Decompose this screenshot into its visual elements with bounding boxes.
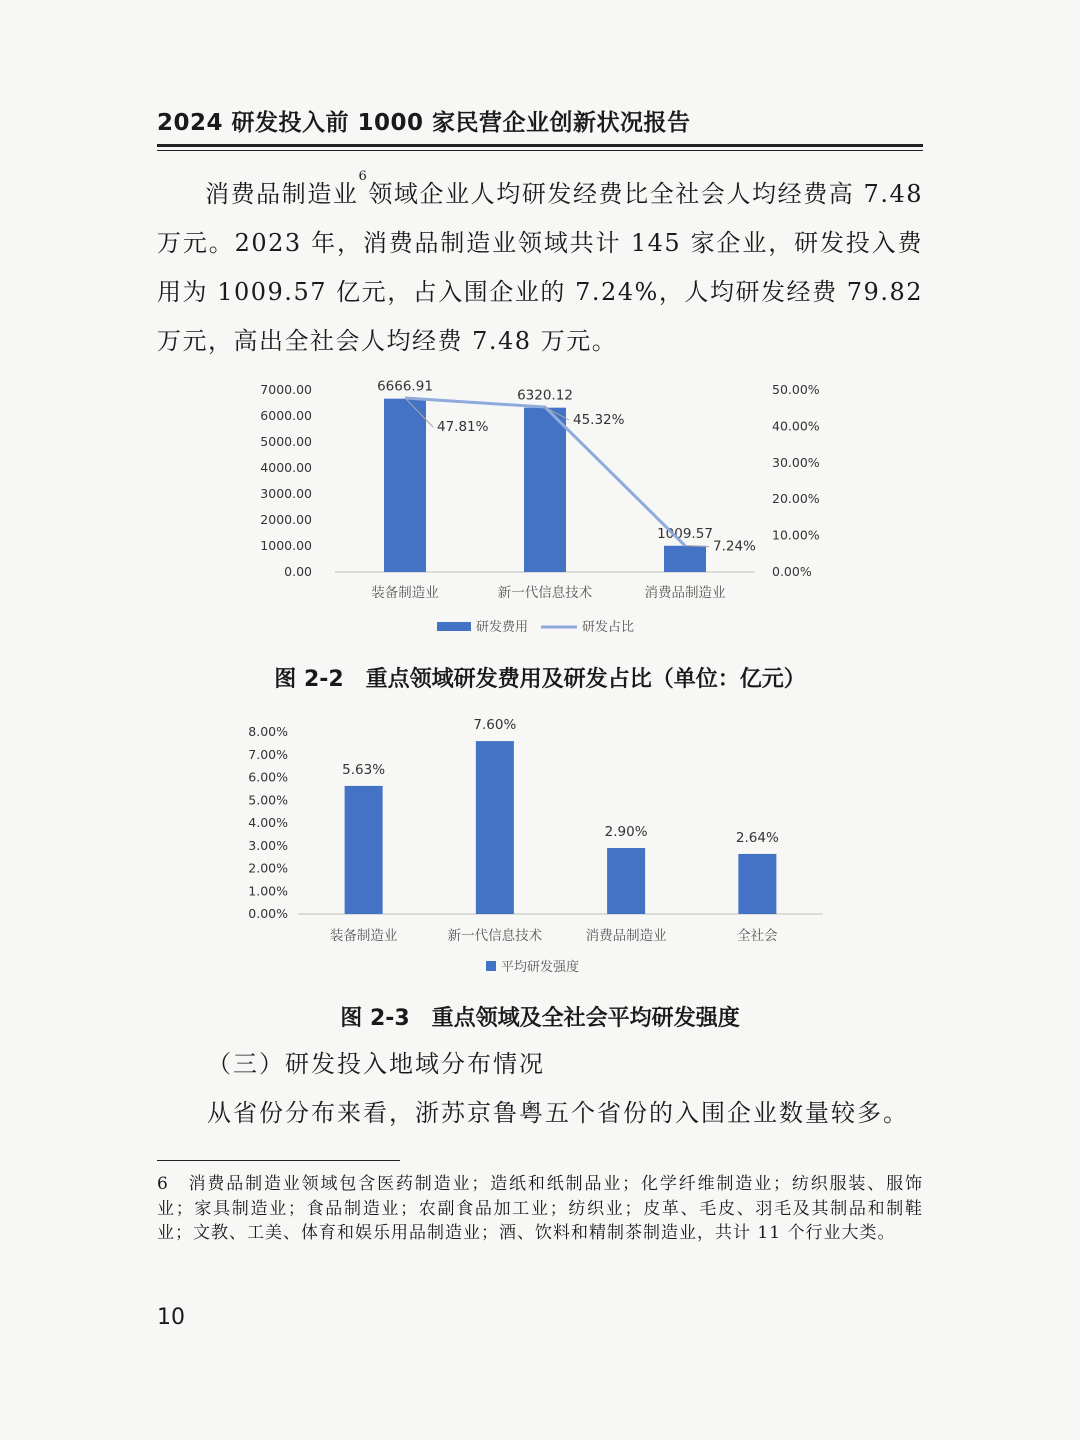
y-tick-label: 3.00% xyxy=(248,837,288,853)
bar-data-label: 2.64% xyxy=(735,829,779,846)
bar-data-label: 1009.57 xyxy=(657,525,713,542)
figure-caption-2-3: 图 2-3 重点领域及全社会平均研发强度 xyxy=(340,1006,740,1031)
y-tick-label: 0.00 xyxy=(284,564,312,579)
y-tick-label: 8.00% xyxy=(248,724,288,739)
bar xyxy=(476,741,514,914)
y-tick-label: 1.00% xyxy=(248,883,288,899)
header-rule xyxy=(157,144,923,147)
y2-tick-label: 20.00% xyxy=(772,491,820,507)
legend-bar-swatch xyxy=(437,622,471,631)
bar-data-label: 6320.12 xyxy=(517,387,573,404)
legend-swatch xyxy=(486,961,496,971)
rd-intensity-chart xyxy=(235,712,845,984)
line-data-label: 47.81% xyxy=(437,418,489,435)
y-tick-label: 6.00% xyxy=(248,769,288,785)
y2-tick-label: 10.00% xyxy=(772,527,820,543)
footnote-rule xyxy=(157,1160,400,1161)
x-tick-label: 新一代信息技术 xyxy=(447,928,543,944)
y-tick-label: 0.00% xyxy=(248,906,288,921)
y-tick-label: 2000.00 xyxy=(260,512,312,527)
x-tick-label: 装备制造业 xyxy=(329,928,398,944)
bar xyxy=(607,848,645,914)
x-tick-label: 新一代信息技术 xyxy=(497,585,593,601)
bar xyxy=(384,399,426,572)
y2-tick-label: 40.00% xyxy=(772,418,820,434)
x-tick-label: 消费品制造业 xyxy=(585,928,667,944)
y-tick-label: 5000.00 xyxy=(260,434,312,449)
x-tick-label: 全社会 xyxy=(737,928,778,944)
y-tick-label: 4.00% xyxy=(248,815,288,830)
line-data-label: 7.24% xyxy=(713,538,756,555)
legend-label: 平均研发强度 xyxy=(501,960,580,975)
y-tick-label: 4000.00 xyxy=(260,460,312,475)
body-paragraph-2: 从省份分布来看，浙苏京鲁粤五个省份的入围企业数量较多。 xyxy=(207,1099,909,1127)
header-rule-thin xyxy=(157,150,923,151)
y-tick-label: 7000.00 xyxy=(260,382,312,397)
body-paragraph xyxy=(157,170,923,366)
bar xyxy=(524,408,566,572)
y-tick-label: 6000.00 xyxy=(260,408,312,423)
bar xyxy=(345,786,383,914)
y-tick-label: 3000.00 xyxy=(260,486,312,501)
footnote: 6 消费品制造业领域包含医药制造业；造纸和纸制品业；化学纤维制造业；纺织服装、服饰业；家具制造业；食品制造业；农副食品加工业；纺织业；皮革、毛皮、羽毛及其制品和制鞋业；文教、工美、体育和娱乐用品制造业；酒、饮料和精制茶制造业，共计 11 个行业大类。 xyxy=(157,1174,923,1243)
y-tick-label: 1000.00 xyxy=(260,538,312,553)
bar xyxy=(664,546,706,572)
bar-data-label: 6666.91 xyxy=(377,378,433,395)
figure-caption-2-2: 图 2-2 重点领域研发费用及研发占比（单位：亿元） xyxy=(274,667,806,692)
x-tick-label: 消费品制造业 xyxy=(644,585,726,601)
paragraph-lead: 消费品制造业 xyxy=(205,180,359,208)
bar-data-label: 2.90% xyxy=(604,824,648,841)
bar xyxy=(738,854,776,914)
y-tick-label: 7.00% xyxy=(248,746,288,762)
y-tick-label: 5.00% xyxy=(248,792,288,808)
legend-bar-label: 研发费用 xyxy=(476,620,529,635)
running-header: 2024 研发投入前 1000 家民营企业创新状况报告 xyxy=(157,110,691,136)
y2-tick-label: 30.00% xyxy=(772,454,820,470)
bar-data-label: 5.63% xyxy=(342,761,386,778)
footnote-reference[interactable]: 6 xyxy=(358,169,369,184)
paragraph-rest: 领域企业人均研发经费比全社会人均经费高 7.48 万元。2023 年，消费品制造业领域共计 145 家企业，研发投入费用为 1009.57 亿元，占入围企业的 7.24%，人均研发经费 79.82 万元，高出全社会人均经费 7.48 万元。 xyxy=(157,180,923,355)
bar-data-label: 7.60% xyxy=(473,717,517,734)
legend-line-label: 研发占比 xyxy=(582,620,635,635)
y2-tick-label: 0.00% xyxy=(772,564,812,579)
x-tick-label: 装备制造业 xyxy=(371,585,439,601)
rd-expense-chart xyxy=(240,370,840,645)
line-data-label: 45.32% xyxy=(573,412,625,429)
y-tick-label: 2.00% xyxy=(248,860,288,876)
page-number: 10 xyxy=(157,1305,185,1330)
section-heading: （三）研发投入地域分布情况 xyxy=(207,1050,545,1078)
y2-tick-label: 50.00% xyxy=(772,382,820,397)
